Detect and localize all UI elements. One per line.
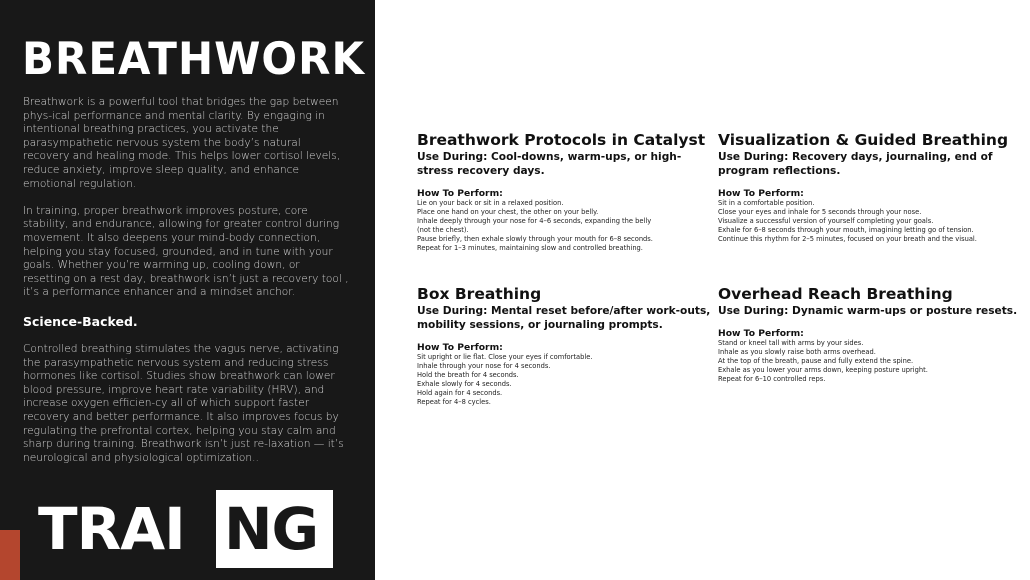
page-title: BREATHWORK [22, 32, 366, 85]
protocol-use-during: Use During: Mental reset before/after work-outs, mobility sessions, or journaling prompts. [417, 305, 711, 331]
step-item: Place one hand on your chest, the other on your belly. [417, 208, 599, 217]
step-item: Stand or kneel tall with arms by your sides. [718, 339, 864, 347]
protocol-card-visualization [718, 131, 1018, 244]
accent-bar [0, 530, 20, 580]
step-item: (not the chest). [417, 226, 469, 235]
steps-list [417, 353, 717, 408]
step-item: Repeat for 6–10 controlled reps. [718, 375, 826, 384]
step-item: Inhale as you slowly raise both arms overhead. [718, 348, 876, 357]
step-item: Hold again for 4 seconds. [417, 389, 503, 398]
training-paragraph: In training, proper breathwork improves posture, core stability, and endurance, allowing for greater control during movement. It also deepens your mind-body connection, helping you stay focused, grounded, and in tune with your goals. Whether you’re warming up, cooling down, or resetting on a rest day, breathwork isn’t just a recovery tool , it’s a performance enhancer and a mindset anchor. [23, 204, 349, 299]
protocol-card-catalyst [417, 131, 717, 254]
protocol-use-during: Use During: Dynamic warm-ups or posture resets. [718, 305, 1018, 317]
logo-text-box: NG [224, 495, 319, 563]
science-paragraph: Controlled breathing stimulates the vagus nerve, activating the parasympathetic nervous system and reducing stress hormones like cortisol. Studies show breathwork can lower blood pressure, improve heart rate variability (HRV), and increase oxygen efficien-cy all of which support faster recovery and better performance. It also improves focus by regulating the prefrontal cortex, helping you stay calm and sharp during training. Breathwork isn’t just re-laxation — it’s neurological and physiological optimization.. [23, 343, 344, 464]
protocol-use-during: Use During: Cool-downs, warm-ups, or high-stress recovery days. [417, 151, 682, 177]
how-to-heading: How To Perform: [417, 342, 503, 353]
step-item: Close your eyes and inhale for 5 seconds through your nose. [718, 208, 922, 217]
step-item: Lie on your back or sit in a relaxed position. [417, 199, 564, 207]
left-panel [0, 0, 375, 580]
steps-list [718, 199, 1018, 244]
how-to-heading: How To Perform: [718, 188, 804, 199]
steps-list [417, 199, 717, 254]
step-item: Repeat for 1–3 minutes, maintaining slow and controlled breathing. [417, 244, 643, 253]
step-item: Repeat for 4–8 cycles. [417, 398, 491, 407]
step-item: Continue this rhythm for 2–5 minutes, focused on your breath and the visual. [718, 235, 977, 244]
step-item: Pause briefly, then exhale slowly through your mouth for 6–8 seconds. [417, 235, 653, 244]
steps-list [718, 339, 1018, 384]
step-item: Inhale through your nose for 4 seconds. [417, 362, 551, 371]
protocol-card-overhead-reach [718, 285, 1018, 384]
step-item: Visualize a successful version of yourself completing your goals. [718, 217, 934, 226]
protocol-title: Overhead Reach Breathing [718, 285, 953, 303]
step-item: Exhale as you lower your arms down, keeping posture upright. [718, 366, 928, 375]
training-logo [38, 490, 338, 568]
how-to-heading: How To Perform: [718, 328, 804, 339]
protocol-title: Box Breathing [417, 285, 542, 303]
science-heading: Science-Backed. [23, 313, 138, 329]
logo-box [216, 490, 333, 568]
step-item: Exhale for 6–8 seconds through your mouth, imagining letting go of tension. [718, 226, 974, 235]
step-item: At the top of the breath, pause and fully extend the spine. [718, 357, 914, 366]
protocol-title: Breathwork Protocols in Catalyst [417, 131, 706, 149]
protocol-use-during: Use During: Recovery days, journaling, end of program reflections. [718, 151, 993, 177]
how-to-heading: How To Perform: [417, 188, 503, 199]
step-item: Sit in a comfortable position. [718, 199, 815, 207]
protocol-card-box-breathing [417, 285, 717, 408]
step-item: Hold the breath for 4 seconds. [417, 371, 519, 380]
step-item: Sit upright or lie flat. Close your eyes if comfortable. [417, 353, 593, 361]
step-item: Inhale deeply through your nose for 4–6 seconds, expanding the belly [417, 217, 652, 226]
logo-text-main: TRAI [38, 495, 185, 563]
intro-text-block [23, 96, 349, 479]
intro-paragraph: Breathwork is a powerful tool that bridges the gap between phys-ical performance and mental clarity. By engaging in intentional breathing practices, you activate the parasympathetic nervous system the body’s natural recovery and healing mode. This helps lower cortisol levels, reduce anxiety, improve sleep quality, and enhance emotional regulation. [23, 96, 341, 190]
step-item: Exhale slowly for 4 seconds. [417, 380, 512, 389]
protocol-title: Visualization & Guided Breathing [718, 131, 1009, 149]
